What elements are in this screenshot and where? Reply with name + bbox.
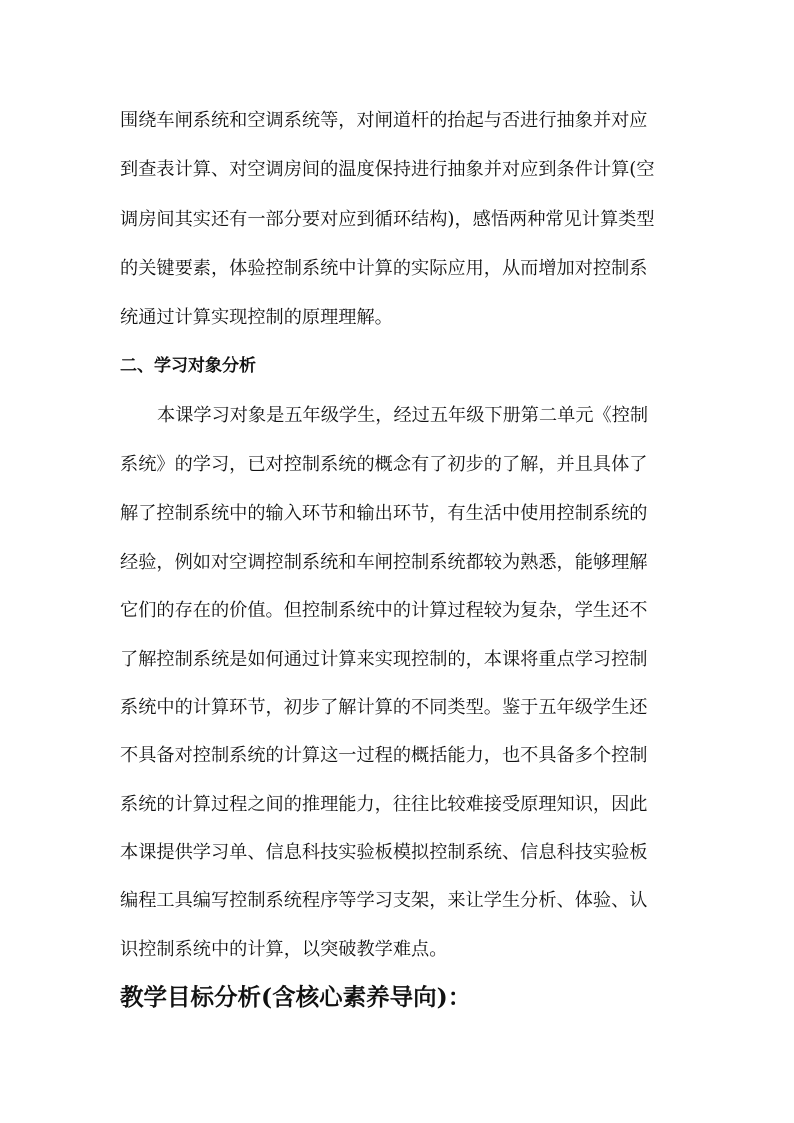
paragraph-2-line: 经验，例如对空调控制系统和车闸控制系统都较为熟悉，能够理解 <box>120 552 648 573</box>
paragraph-2-line: 系统的计算过程之间的推理能力，往往比较难接受原理知识，因此 <box>120 794 648 815</box>
paragraph-2-line: 系统》的学习，已对控制系统的概念有了初步的了解，并且具体了 <box>120 454 648 475</box>
section-heading: 二、学习对象分析 <box>120 356 256 376</box>
paragraph-2-line: 本课学习对象是五年级学生，经过五年级下册第二单元《控制 <box>157 405 649 426</box>
paragraph-2-line: 它们的存在的价值。但控制系统中的计算过程较为复杂，学生还不 <box>120 600 648 621</box>
paragraph-2-line: 编程工具编写控制系统程序等学习支架，来让学生分析、体验、认 <box>120 890 648 911</box>
paragraph-2-line: 不具备对控制系统的计算这一过程的概括能力，也不具备多个控制 <box>120 745 648 766</box>
paragraph-1-line: 围绕车闸系统和空调系统等，对闸道杆的抬起与否进行抽象并对应 <box>120 110 648 131</box>
paragraph-2-line: 解了控制系统中的输入环节和输出环节，有生活中使用控制系统的 <box>120 503 648 524</box>
paragraph-1-line: 的关键要素，体验控制系统中计算的实际应用，从而增加对控制系 <box>120 258 648 279</box>
objectives-heading: 教学目标分析(含核心素养导向)： <box>120 983 472 1011</box>
paragraph-2-line: 系统中的计算环节，初步了解计算的不同类型。鉴于五年级学生还 <box>120 697 648 718</box>
paragraph-1-line: 统通过计算实现控制的原理理解。 <box>120 307 393 328</box>
paragraph-2-line: 了解控制系统是如何通过计算来实现控制的，本课将重点学习控制 <box>120 649 648 670</box>
paragraph-2-line: 本课提供学习单、信息科技实验板模拟控制系统、信息科技实验板 <box>120 842 648 863</box>
paragraph-1-line: 到查表计算、对空调房间的温度保持进行抽象并对应到条件计算(空 <box>120 159 655 180</box>
paragraph-2-line: 识控制系统中的计算，以突破教学难点。 <box>120 939 448 960</box>
paragraph-1-line: 调房间其实还有一部分要对应到循环结构)，感悟两种常见计算类型 <box>120 209 655 230</box>
